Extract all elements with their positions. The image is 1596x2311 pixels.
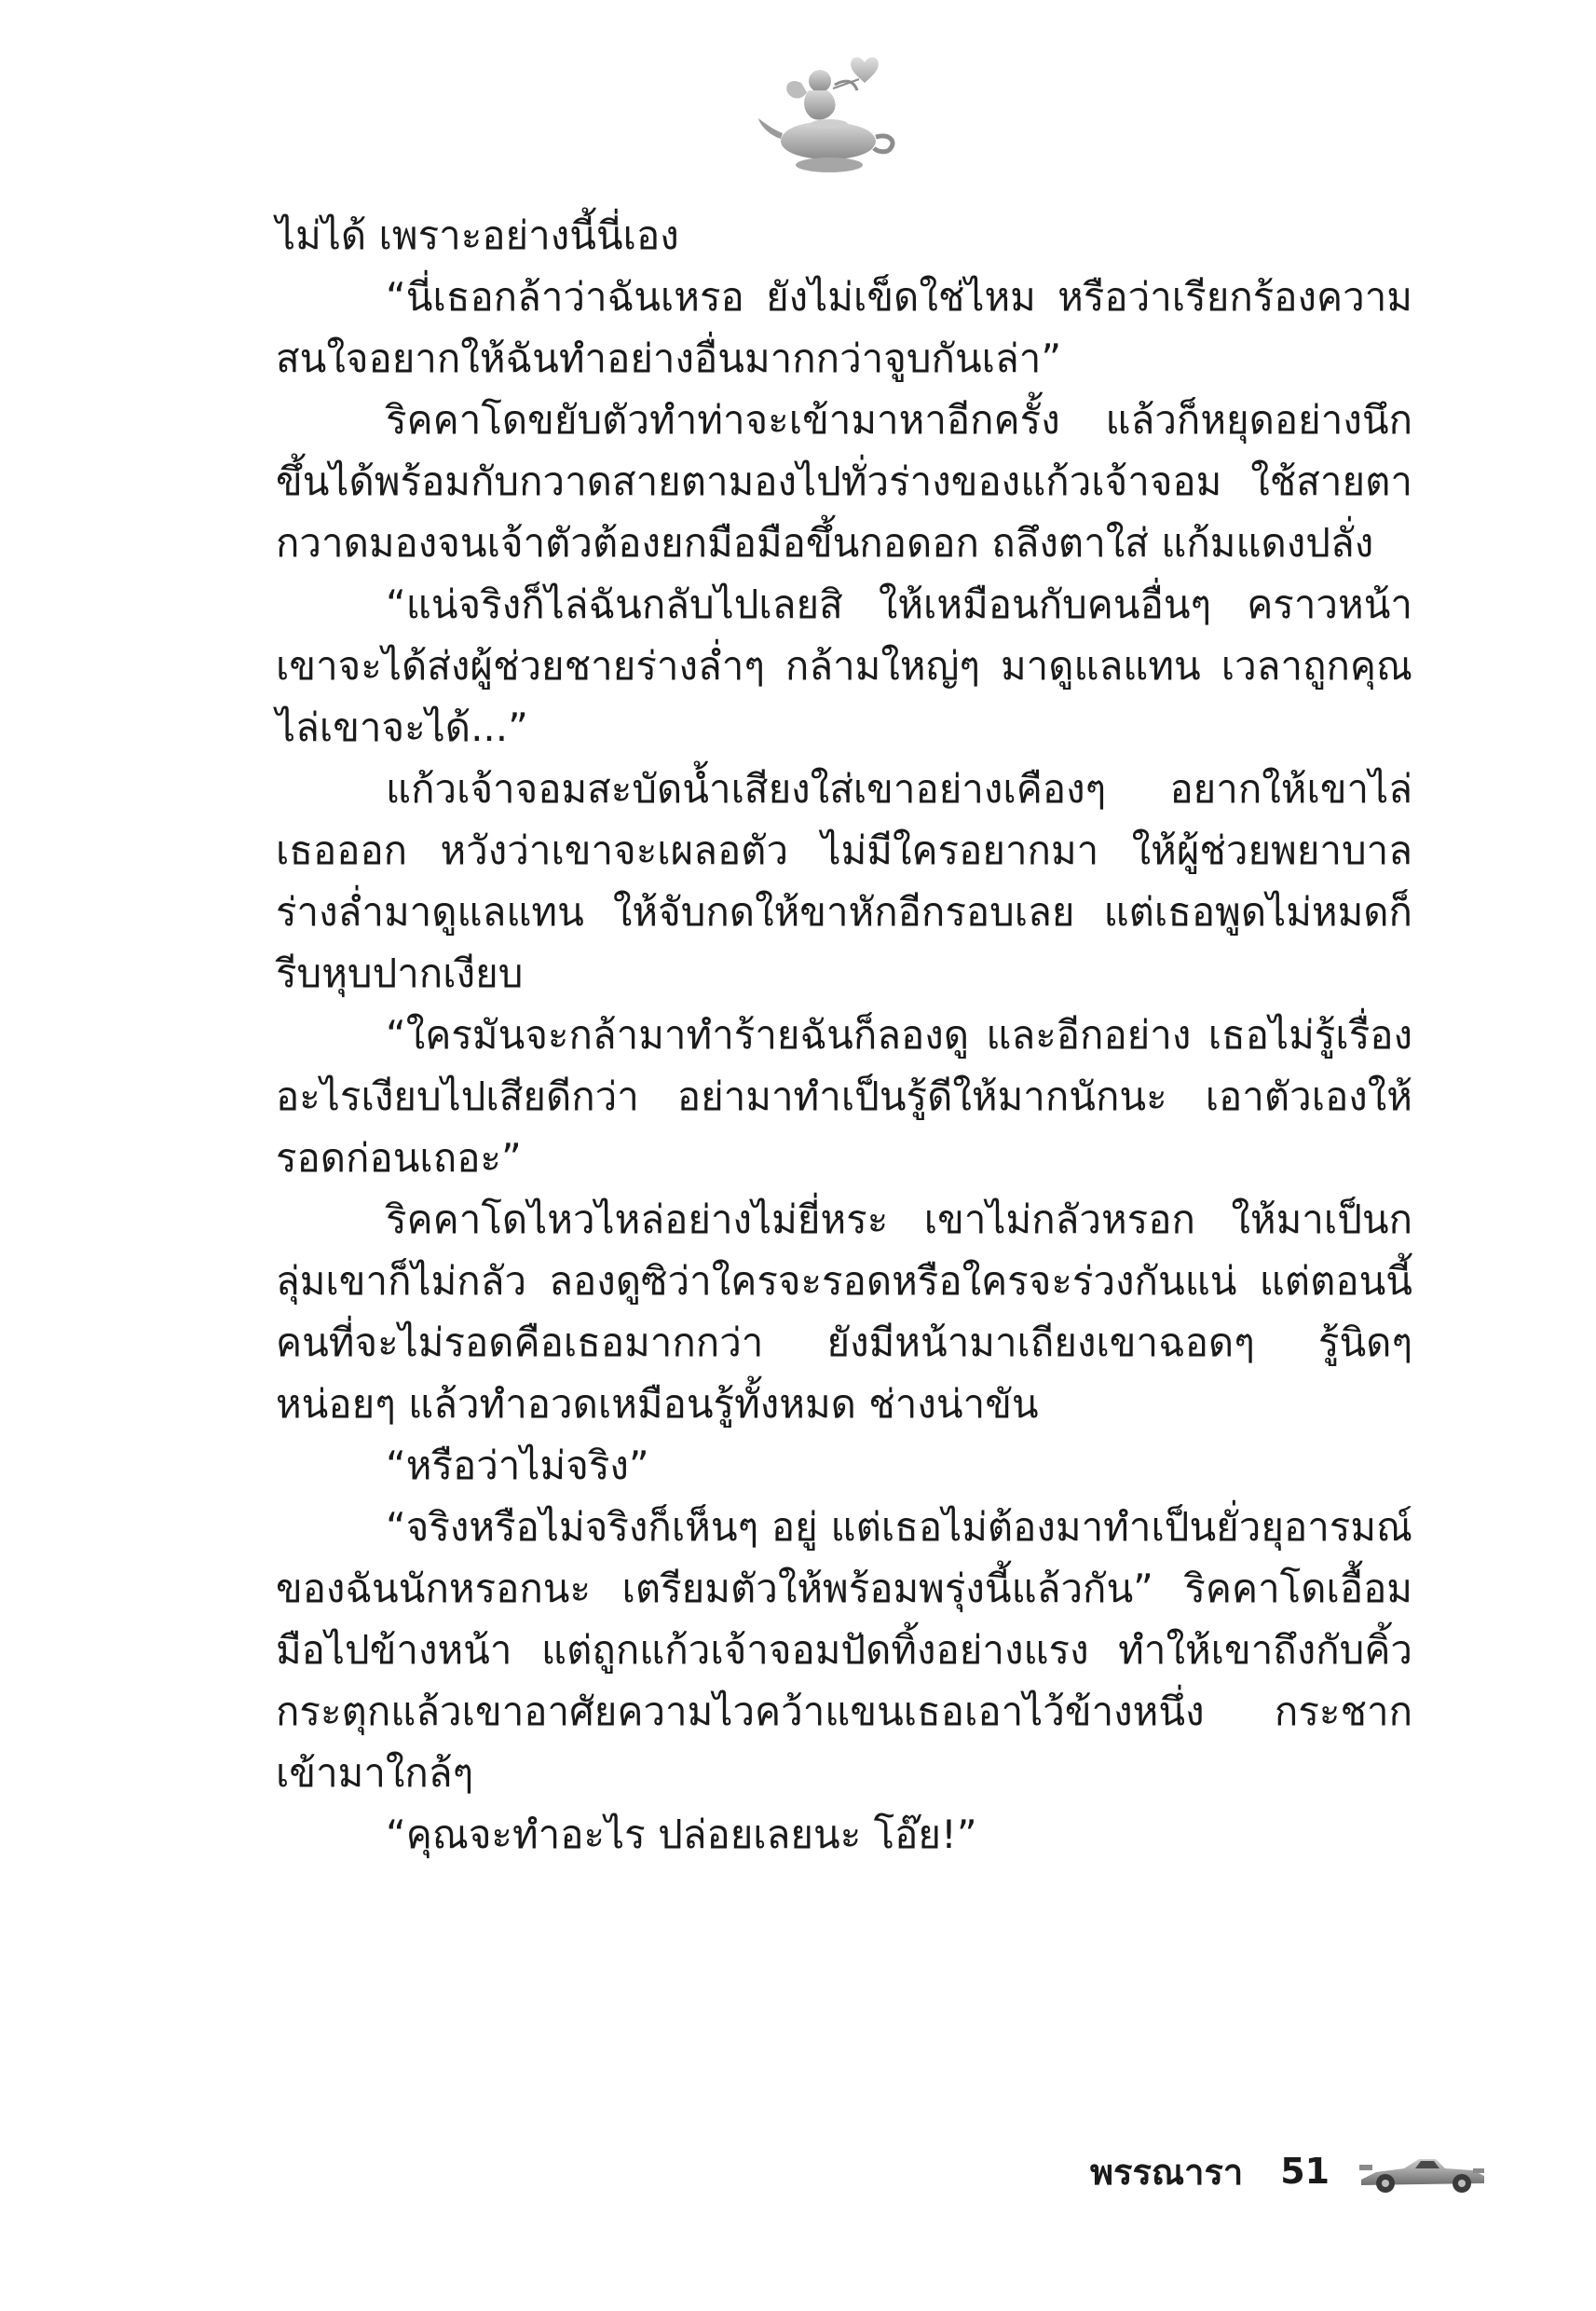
- paragraph: “นี่เธอกล้าว่าฉันเหรอ ยังไม่เข็ดใช่ไหม หรือว่าเรียกร้องความสนใจอยากให้ฉันทำอย่างอื่นมากกว่าจูบกันเล่า”: [276, 274, 1412, 381]
- paragraph: ริคคาโดไหวไหล่อย่างไม่ยี่หระ เขาไม่กลัวหรอก ให้มาเป็นกลุ่มเขาก็ไม่กลัว ลองดูซิว่าใครจะรอดหรือใครจะร่วงกันแน่ แต่ตอนนี้คนที่จะไม่รอดคือเธอมากกว่า ยังมีหน้ามาเถียงเขาฉอดๆ รู้นิดๆ หน่อยๆ แล้วทำอวดเหมือนรู้ทั้งหมด ช่างน่าขัน: [276, 1197, 1412, 1427]
- paragraph: “จริงหรือไม่จริงก็เห็นๆ อยู่ แต่เธอไม่ต้องมาทำเป็นยั่วยุอารมณ์ของฉันนักหรอกนะ เตรียมตัวให้พร้อมพรุ่งนี้แล้วกัน” ริคคาโดเอื้อมมือไปข้างหน้า แต่ถูกแก้วเจ้าจอมปัดทิ้งอย่างแรง ทำให้เขาถึงกับคิ้วกระตุกแล้วเขาอาศัยความไวคว้าแขนเธอเอาไว้ข้างหนึ่ง กระชากเข้ามาใกล้ๆ: [276, 1504, 1412, 1796]
- paragraph: “ใครมันจะกล้ามาทำร้ายฉันก็ลองดู และอีกอย่าง เธอไม่รู้เรื่องอะไรเงียบไปเสียดีกว่า อย่ามาทำเป็นรู้ดีให้มากนักนะ เอาตัวเองให้รอดก่อนเถอะ”: [276, 1012, 1412, 1181]
- race-car-icon: [1357, 2148, 1488, 2195]
- paragraph: “หรือว่าไม่จริง”: [386, 1443, 649, 1488]
- paragraph: “แน่จริงก็ไล่ฉันกลับไปเลยสิ ให้เหมือนกับคนอื่นๆ คราวหน้าเขาจะได้ส่งผู้ช่วยชายร่างล่ำๆ กล้ามใหญ่ๆ มาดูแลแทน เวลาถูกคุณไล่เขาจะได้...”: [276, 581, 1412, 750]
- page-footer: [1090, 2143, 1488, 2199]
- paragraph: แก้วเจ้าจอมสะบัดน้ำเสียงใส่เขาอย่างเคืองๆ อยากให้เขาไล่เธอออก หวังว่าเขาจะเผลอตัว ไม่มีใครอยากมา ให้ผู้ช่วยพยาบาลร่างล่ำมาดูแลแทน ให้จับกดให้ขาหักอีกรอบเลย แต่เธอพูดไม่หมดก็รีบหุบปากเงียบ: [276, 766, 1412, 996]
- footer-book-title: พรรณารา: [1090, 2151, 1244, 2193]
- paragraph: ริคคาโดขยับตัวทำท่าจะเข้ามาหาอีกครั้ง แล้วก็หยุดอย่างนึกขึ้นได้พร้อมกับกวาดสายตามองไปทั่วร่างของแก้วเจ้าจอม ใช้สายตากวาดมองจนเจ้าตัวต้องยกมือมือขึ้นกอดอก ถลึงตาใส่ แก้มแดงปลั่ง: [276, 397, 1412, 566]
- paragraph: ไม่ได้ เพราะอย่างนี้นี่เอง: [276, 212, 679, 258]
- story-text: [276, 205, 1412, 1866]
- page-number: 51: [1280, 2151, 1330, 2192]
- paragraph: “คุณจะทำอะไร ปล่อยเลยนะ โอ๊ย!”: [386, 1812, 977, 1857]
- cherub-teapot-ornament-icon: [755, 51, 904, 182]
